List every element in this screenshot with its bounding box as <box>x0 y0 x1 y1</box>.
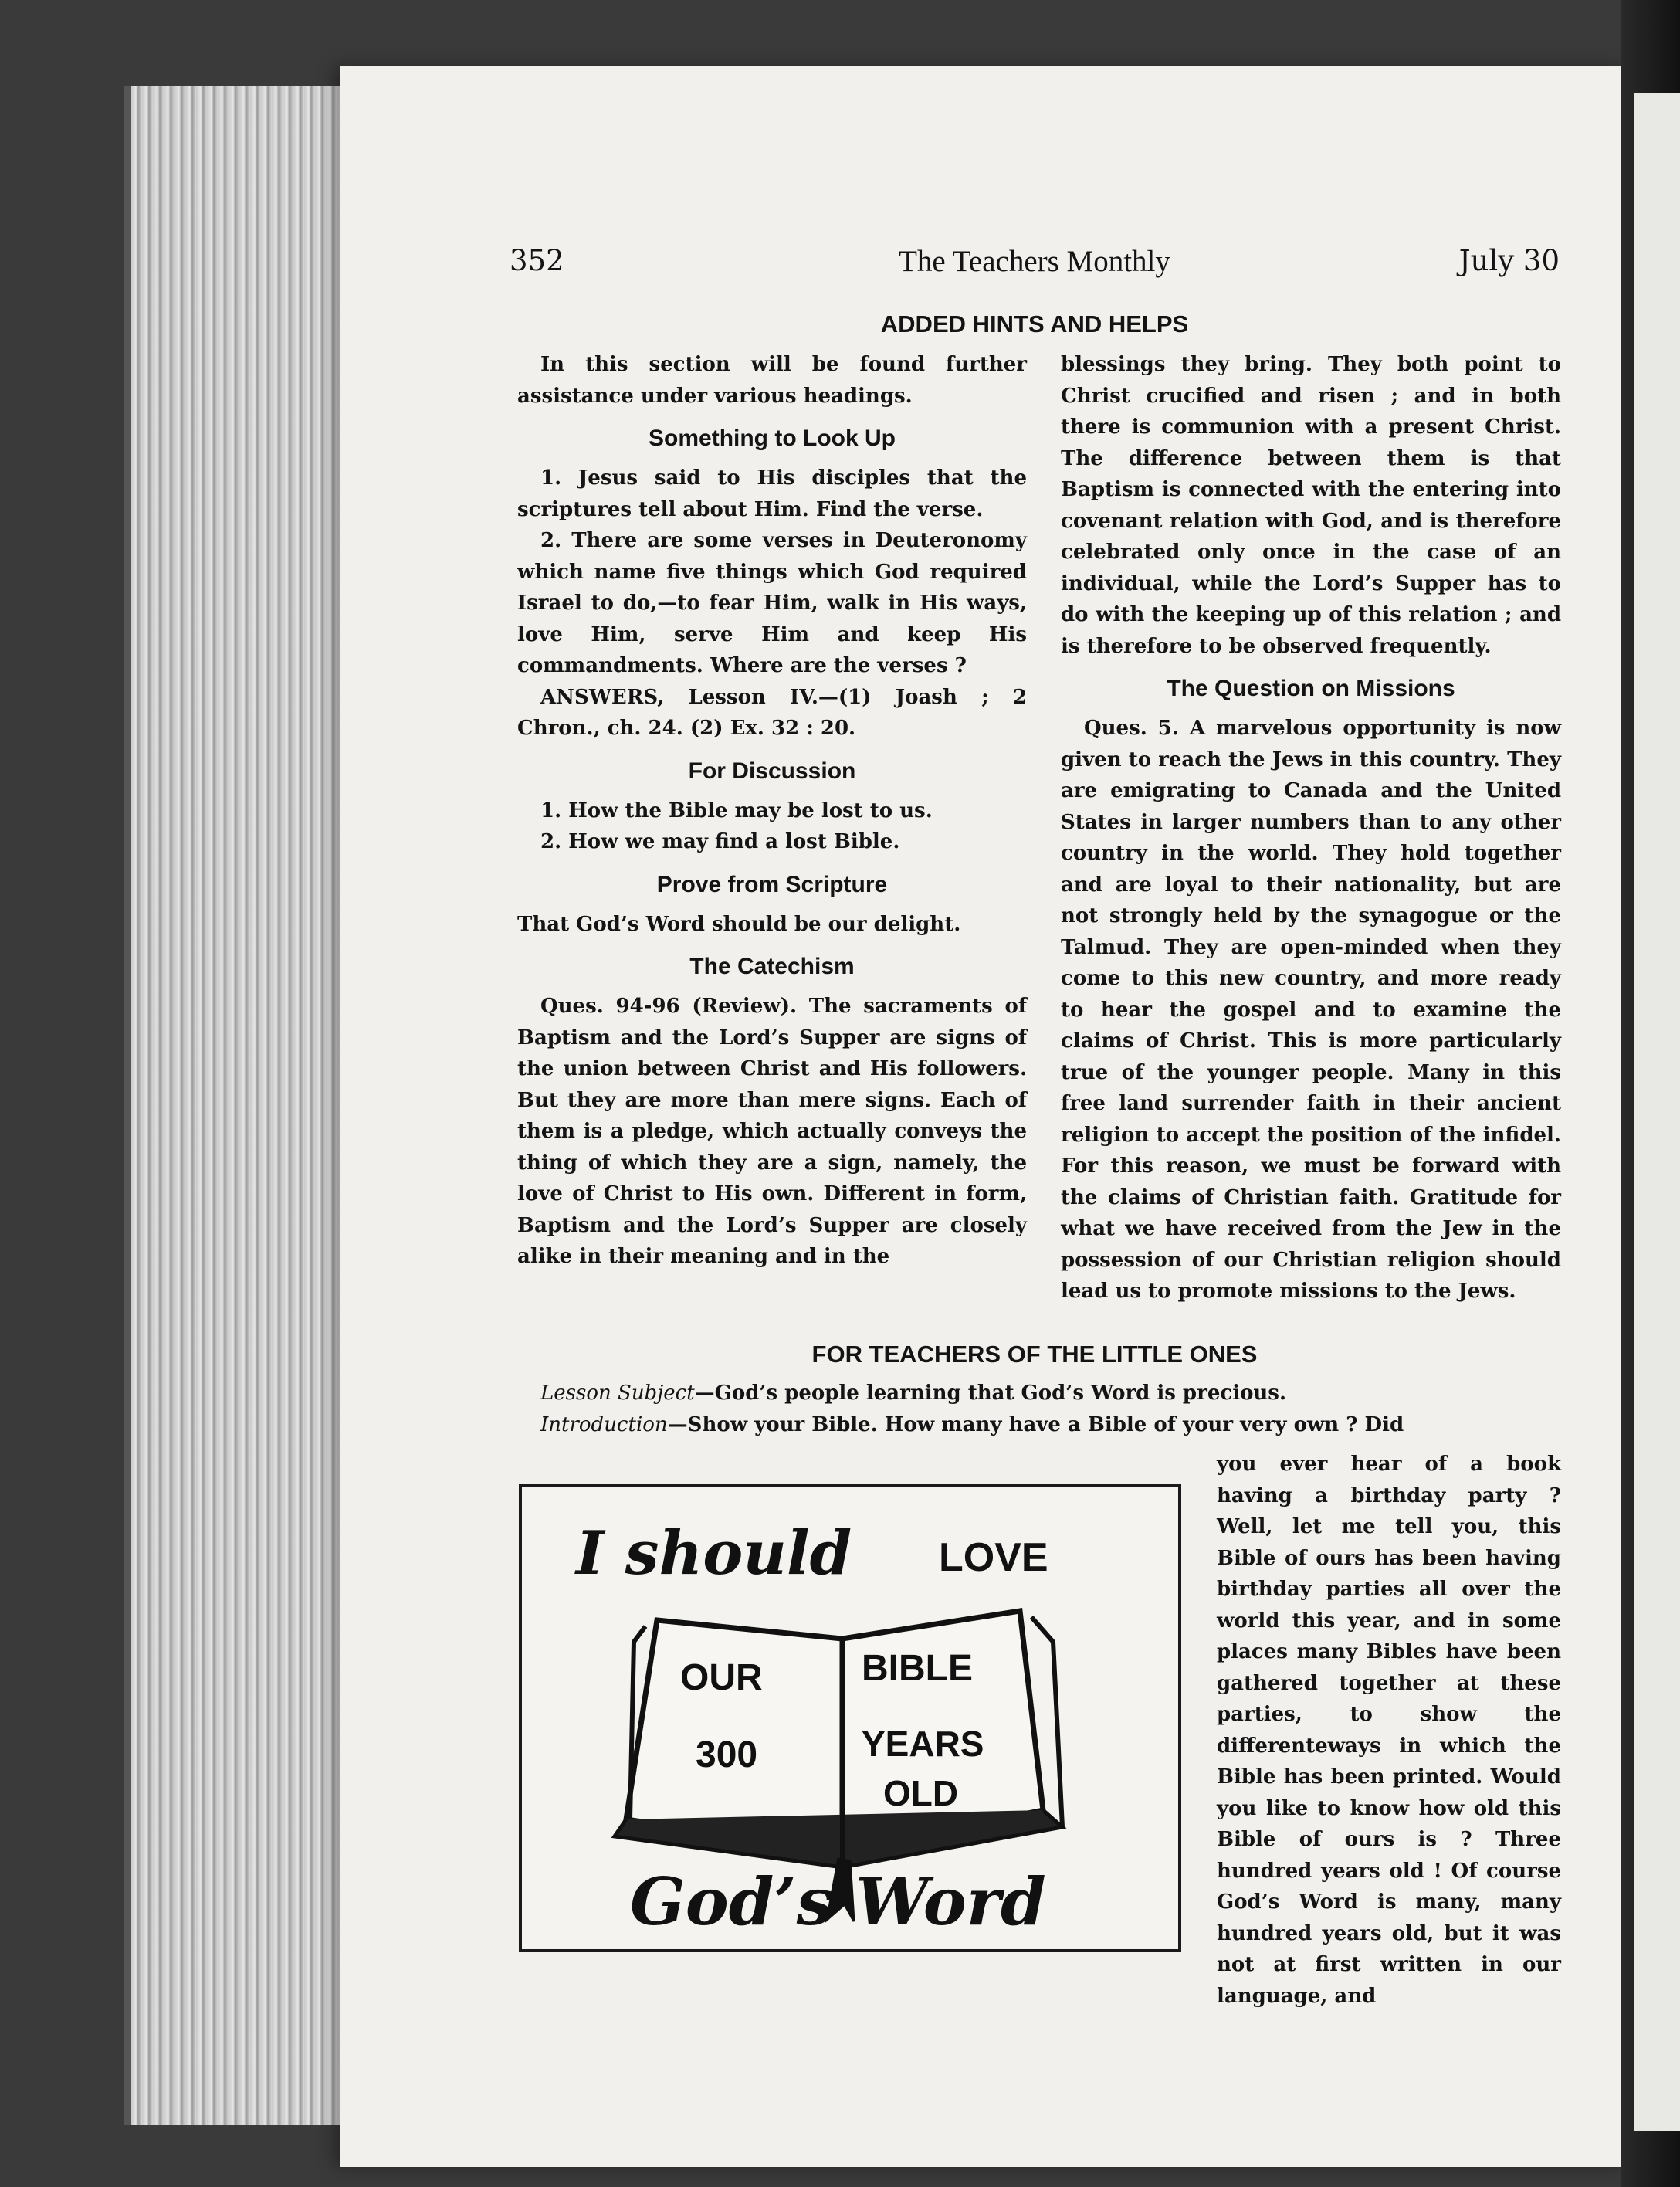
catechism-text: Ques. 94-96 (Review). The sacraments of Baptism and the Lord’s Supper are signs of the union between Christ and His followers. But they are more than mere signs. Each of them is a pledge, which actually conveys the thing of which they are a sign, namely, the love of Christ to His own. Different in form, Baptism and the Lord’s Supper are closely alike in their meaning and in the <box>517 995 1027 1268</box>
heading-discussion: For Discussion <box>688 758 856 784</box>
illustration-love: LOVE <box>939 1535 1048 1580</box>
look-up-item-1: 1. Jesus said to His disciples that the scriptures tell about Him. Find the verse. <box>517 466 1027 521</box>
section-title: ADDED HINTS AND HELPS <box>880 310 1189 337</box>
little-ones-heading: FOR TEACHERS OF THE LITTLE ONES <box>811 1341 1258 1368</box>
book-page-edges <box>124 86 363 2125</box>
discussion-item-2: 2. How we may find a lost Bible. <box>540 830 900 853</box>
little-ones-intro <box>517 1378 1561 1440</box>
page-number: 352 <box>510 244 564 277</box>
book-text-our: OUR <box>680 1657 763 1698</box>
lesson-subject-label: Lesson Subject <box>540 1382 695 1405</box>
lesson-subject <box>517 1378 1561 1409</box>
book-text-old: OLD <box>883 1773 959 1813</box>
illustration-script-bottom: God’s Word <box>630 1863 1046 1940</box>
lesson-subject-text: —God’s people learning that God’s Word is precious. <box>694 1382 1286 1405</box>
publication-title: The Teachers Monthly <box>899 245 1170 278</box>
introduction <box>517 1409 1561 1441</box>
issue-date: July 30 <box>1458 244 1560 277</box>
little-ones-continuation <box>1217 1449 1561 2012</box>
introduction-label: Introduction <box>540 1412 668 1436</box>
facing-page-edge <box>1634 93 1680 2131</box>
heading-look-up: Something to Look Up <box>649 426 896 451</box>
book-text-years: YEARS <box>862 1724 984 1764</box>
look-up-item-2: 2. There are some verses in Deuteronomy which name five things which God required Israel to do,—to fear Him, walk in His ways, love Him, serve Him and keep His commandments. Where are the verses ? <box>517 529 1027 677</box>
prove-text: That God’s Word should be our delight. <box>517 912 961 936</box>
heading-prove: Prove from Scripture <box>656 871 888 897</box>
book-text-bible: BIBLE <box>862 1648 973 1689</box>
discussion-item-1: 1. How the Bible may be lost to us. <box>540 799 933 822</box>
bible-illustration <box>519 1484 1181 1952</box>
bible-illustration-svg <box>522 1487 1178 1949</box>
left-column <box>517 349 1027 1273</box>
heading-catechism: The Catechism <box>689 954 855 979</box>
right-column <box>1061 349 1561 1307</box>
section-intro: In this section will be found further assistance under various headings. <box>517 353 1027 408</box>
book-text-300: 300 <box>696 1734 758 1775</box>
look-up-answers: ANSWERS, Lesson IV.—(1) Joash ; 2 Chron., ch. 24. (2) Ex. 32 : 20. <box>517 685 1027 740</box>
heading-missions: The Question on Missions <box>1167 676 1455 701</box>
running-head <box>510 244 1560 290</box>
illustration-script-top: I should <box>576 1518 852 1589</box>
catechism-continuation: blessings they bring. They both point to Christ crucified and risen ; and in both there is communion with a present Christ. The difference between them is that Baptism is connected with the entering into covenant relation with God, and is therefore celebrated only once in the case of an individual, while the Lord’s Supper has to do with the keeping up of this relation ; and is therefore to be observed frequently. <box>1061 353 1561 658</box>
missions-text: Ques. 5. A marvelous opportunity is now given to reach the Jews in this country. They are emigrating to Canada and the United States in larger numbers than to any other country in the world. They hold together and are loyal to their nationality, but are not strongly held by the synagogue or the Talmud. They are open-minded when they come to this new country, and more ready to hear the gospel and to examine the claims of Christ. This is more particularly true of the younger people. Many in this free land surrender faith in their ancient religion to accept the position of the infidel. For this reason, we must be forward with the claims of Christian faith. Gratitude for what we have received from the Jew in the possession of our Christian religion should lead us to promote missions to the Jews. <box>1061 717 1561 1303</box>
little-ones-text: you ever hear of a book having a birthday party ? Well, let me tell you, this Bible of ours has been having birthday parties all over the world this year, and in some places many Bibles have been gathered together at these parties, to show the differenteways in which the Bible has been printed. Would you like to know how old this Bible of ours is ? Three hundred years old ! Of course God’s Word is many, many hundred years old, but it was not at first written in our language, and <box>1217 1453 1561 2008</box>
introduction-text: —Show your Bible. How many have a Bible of your very own ? Did <box>667 1412 1404 1436</box>
